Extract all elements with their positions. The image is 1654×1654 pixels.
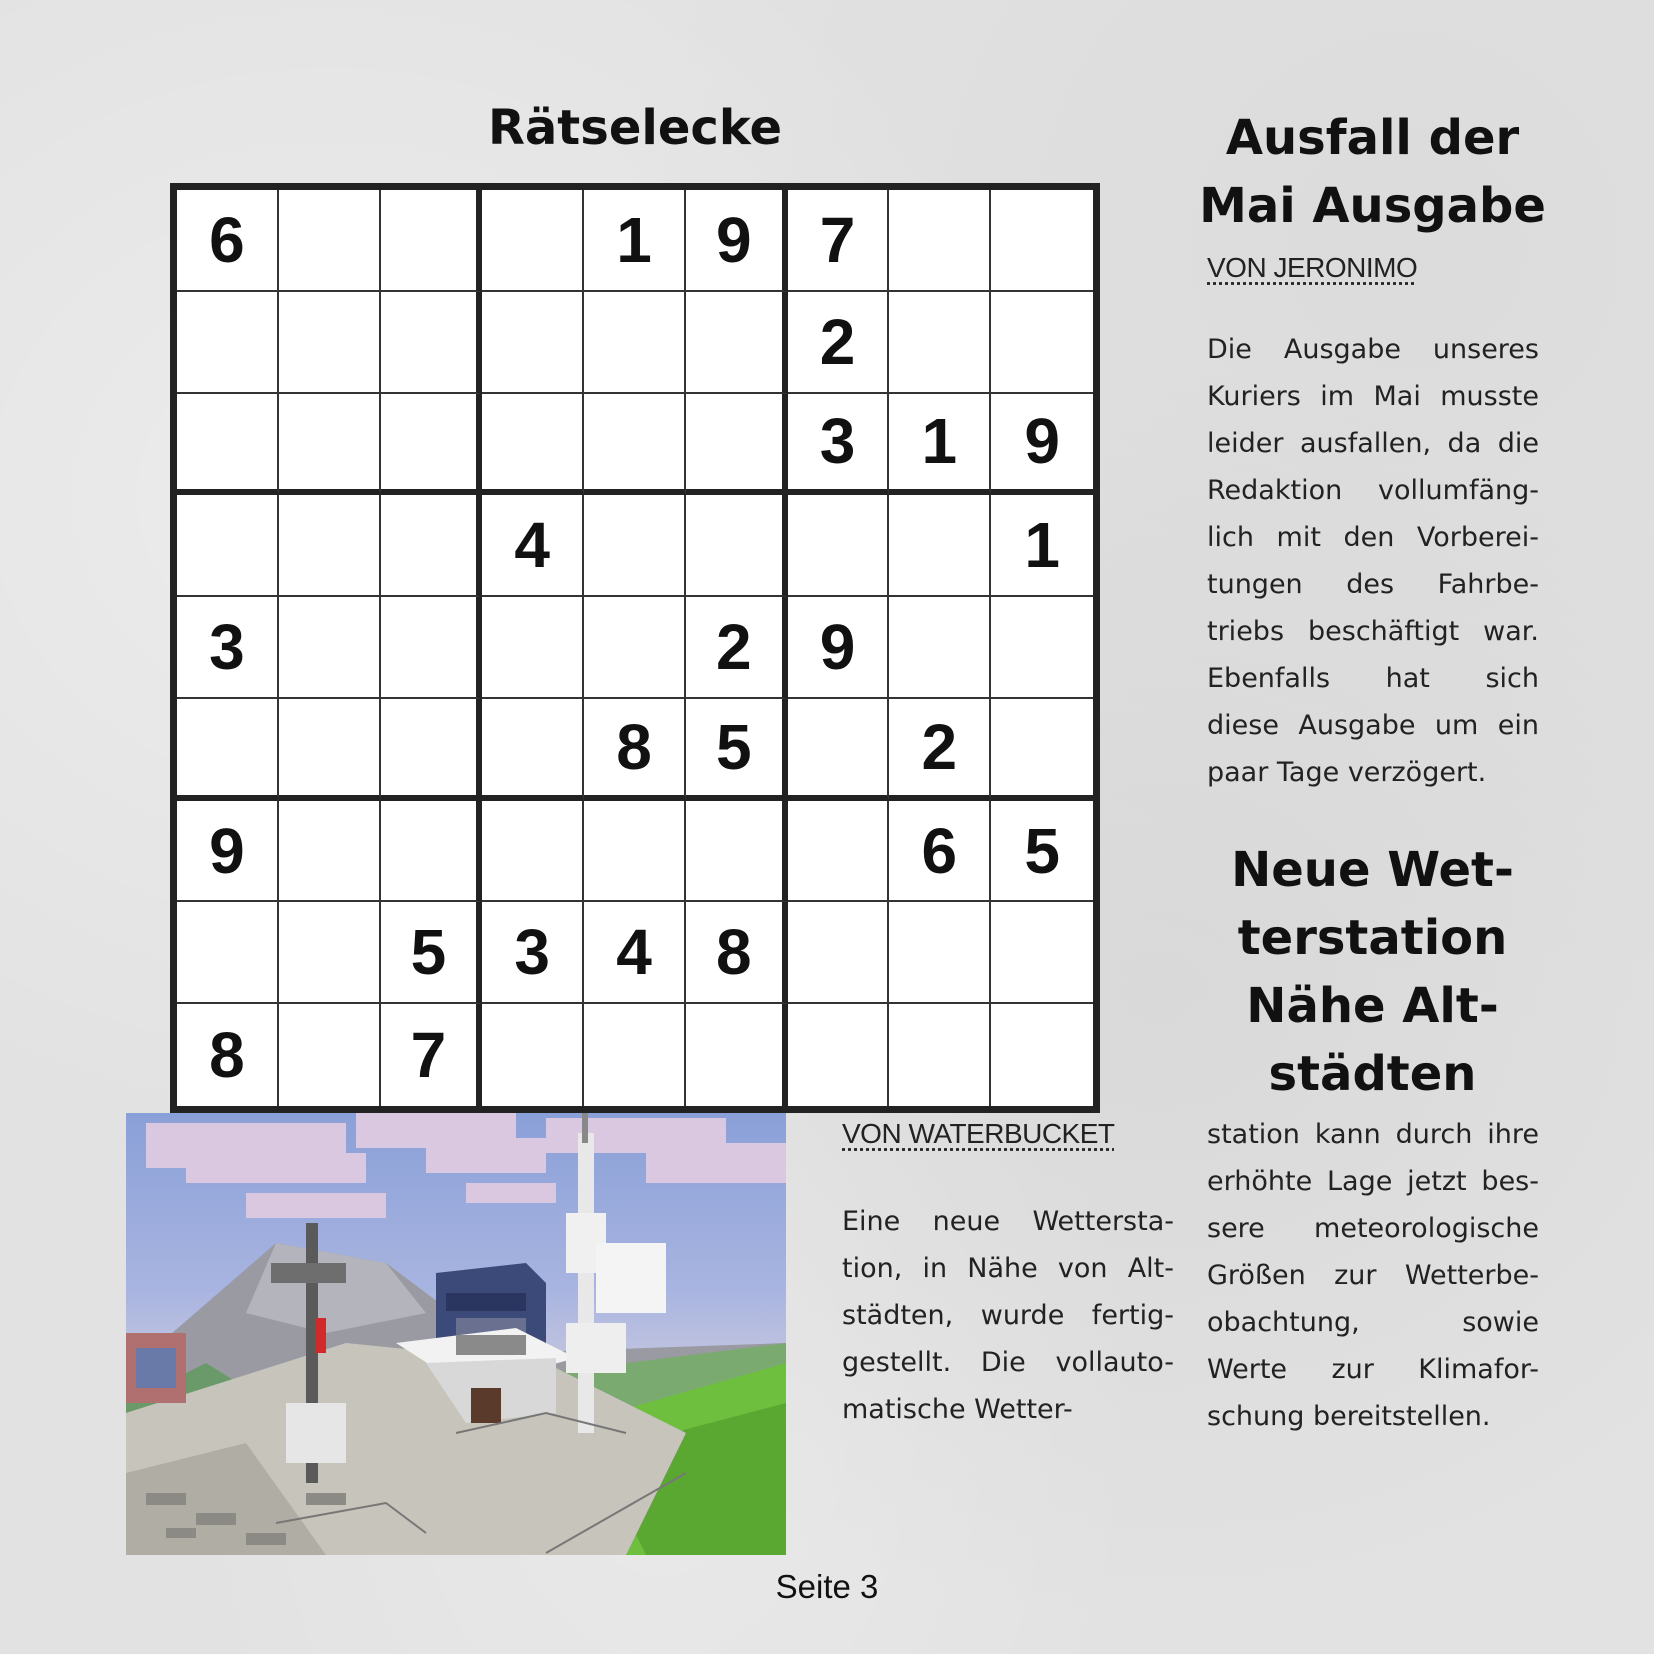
sudoku-cell: [991, 190, 1093, 292]
sudoku-cell: [482, 597, 584, 699]
sudoku-cell: 3: [177, 597, 279, 699]
sudoku-cell: [788, 699, 890, 801]
sudoku-cell: 3: [482, 902, 584, 1004]
sudoku-cell: 2: [788, 292, 890, 394]
sudoku-cell: [482, 190, 584, 292]
sudoku-cell: [482, 699, 584, 801]
sudoku-cell: [279, 1004, 381, 1106]
sudoku-cell: [889, 190, 991, 292]
article-2-text-line: obachtung, sowie: [1207, 1307, 1539, 1338]
sudoku-cell: 7: [788, 190, 890, 292]
sudoku-cell: [686, 801, 788, 903]
article-2-title-line-3: Nähe Alt-: [1246, 978, 1499, 1034]
sudoku-cell: [381, 597, 483, 699]
sudoku-cell: [991, 597, 1093, 699]
sudoku-cell: [584, 292, 686, 394]
article-2-text-line: matische Wetter-: [842, 1394, 1073, 1425]
sudoku-cell: [686, 292, 788, 394]
sudoku-cell: [279, 699, 381, 801]
sudoku-cell: [381, 190, 483, 292]
article-2-title-line-4: städten: [1268, 1046, 1477, 1102]
article-2-text-line: städten, wurde fertig-: [842, 1300, 1174, 1331]
sudoku-cell: [279, 597, 381, 699]
article-1-text-line: Ebenfalls hat sich: [1207, 663, 1539, 694]
sudoku-cell: [889, 1004, 991, 1106]
sudoku-cell: [177, 495, 279, 597]
article-1-text-line: diese Ausgabe um ein: [1207, 710, 1539, 741]
article-1-body: [1207, 326, 1539, 796]
sudoku-cell: 1: [991, 495, 1093, 597]
article-2-column-1: [842, 1198, 1174, 1433]
sudoku-cell: [584, 1004, 686, 1106]
sudoku-cell: [279, 801, 381, 903]
sudoku-cell: [584, 495, 686, 597]
sudoku-cell: 1: [584, 190, 686, 292]
article-2-text-line: schung bereitstellen.: [1207, 1401, 1491, 1432]
article-2-title-line-1: Neue Wet-: [1231, 842, 1514, 898]
sudoku-cell: [381, 394, 483, 496]
sudoku-cell: [482, 292, 584, 394]
sudoku-cell: [381, 801, 483, 903]
sudoku-cell: [788, 801, 890, 903]
article-1-text-line: Kuriers im Mai musste: [1207, 381, 1539, 412]
article-2-text-line: erhöhte Lage jetzt bes-: [1207, 1166, 1539, 1197]
sudoku-cell: [889, 597, 991, 699]
article-1-text-line: paar Tage verzögert.: [1207, 757, 1487, 788]
sudoku-cell: 4: [584, 902, 686, 1004]
sudoku-cell: 5: [991, 801, 1093, 903]
sudoku-cell: [991, 902, 1093, 1004]
article-2-text-line: Größen zur Wetterbe-: [1207, 1260, 1539, 1291]
sudoku-cell: [889, 902, 991, 1004]
sudoku-cell: 9: [788, 597, 890, 699]
sudoku-cell: [788, 902, 890, 1004]
article-1-text-line: Die Ausgabe unseres: [1207, 334, 1539, 365]
sudoku-cell: [482, 1004, 584, 1106]
sudoku-cell: [381, 292, 483, 394]
sudoku-cell: [584, 801, 686, 903]
sudoku-cell: [482, 394, 584, 496]
article-2-text-line: Werte zur Klimafor-: [1207, 1354, 1539, 1385]
sudoku-cell: 2: [686, 597, 788, 699]
sudoku-cell: [584, 394, 686, 496]
sudoku-cell: [279, 902, 381, 1004]
article-1-title-line-1: Ausfall der: [1225, 110, 1520, 166]
sudoku-cell: [991, 699, 1093, 801]
article-2-column-2: [1207, 1111, 1539, 1440]
sudoku-cell: [889, 495, 991, 597]
article-2-text-line: tion, in Nähe von Alt-: [842, 1253, 1174, 1284]
sudoku-cell: 9: [991, 394, 1093, 496]
sudoku-cell: [177, 394, 279, 496]
sudoku-cell: [381, 495, 483, 597]
sudoku-cell: [686, 394, 788, 496]
sudoku-cell: [482, 801, 584, 903]
article-1-text-line: tungen des Fahrbe-: [1207, 569, 1539, 600]
article-1-text-line: lich mit den Vorberei-: [1207, 522, 1539, 553]
article-1-byline: VON JERONIMO: [1207, 252, 1418, 283]
article-1-text-line: leider ausfallen, da die: [1207, 428, 1539, 459]
sudoku-cell: [279, 495, 381, 597]
sudoku-cell: 3: [788, 394, 890, 496]
sudoku-cell: [686, 495, 788, 597]
sudoku-cell: [889, 292, 991, 394]
article-2-text-line: sere meteorologische: [1207, 1213, 1539, 1244]
sudoku-cell: [177, 902, 279, 1004]
sudoku-cell: 8: [686, 902, 788, 1004]
article-2-byline: VON WATERBUCKET: [842, 1118, 1115, 1149]
sudoku-grid: [170, 183, 1100, 1113]
article-2-text-line: Eine neue Wettersta-: [842, 1206, 1174, 1237]
article-1-text-line: Redaktion vollumfäng-: [1207, 475, 1539, 506]
sudoku-cell: [788, 1004, 890, 1106]
sudoku-cell: [686, 1004, 788, 1106]
sudoku-cell: [177, 292, 279, 394]
sudoku-cell: 2: [889, 699, 991, 801]
sudoku-cell: 6: [889, 801, 991, 903]
puzzle-title: Rätselecke: [487, 100, 783, 156]
sudoku-cell: [381, 699, 483, 801]
sudoku-cell: [279, 292, 381, 394]
sudoku-cell: [788, 495, 890, 597]
article-1-text-line: triebs beschäftigt war.: [1207, 616, 1539, 647]
sudoku-cell: 9: [177, 801, 279, 903]
sudoku-cell: [991, 292, 1093, 394]
sudoku-cell: [177, 699, 279, 801]
sudoku-cell: 9: [686, 190, 788, 292]
sudoku-cell: 1: [889, 394, 991, 496]
page-number: Seite 3: [775, 1568, 879, 1605]
weather-station-image: [126, 1113, 786, 1555]
article-2-text-line: station kann durch ihre: [1207, 1119, 1539, 1150]
sudoku-cell: 6: [177, 190, 279, 292]
sudoku-cell: [279, 190, 381, 292]
article-2-title-line-2: terstation: [1237, 910, 1508, 966]
sudoku-cell: [279, 394, 381, 496]
sudoku-cell: 5: [381, 902, 483, 1004]
article-1-title-line-2: Mai Ausgabe: [1199, 178, 1546, 234]
sudoku-cell: 4: [482, 495, 584, 597]
article-2-text-line: gestellt. Die vollauto-: [842, 1347, 1174, 1378]
sudoku-cell: 5: [686, 699, 788, 801]
sudoku-cell: [584, 597, 686, 699]
sudoku-cell: 8: [177, 1004, 279, 1106]
sudoku-cell: 7: [381, 1004, 483, 1106]
sudoku-cell: 8: [584, 699, 686, 801]
sudoku-cell: [991, 1004, 1093, 1106]
